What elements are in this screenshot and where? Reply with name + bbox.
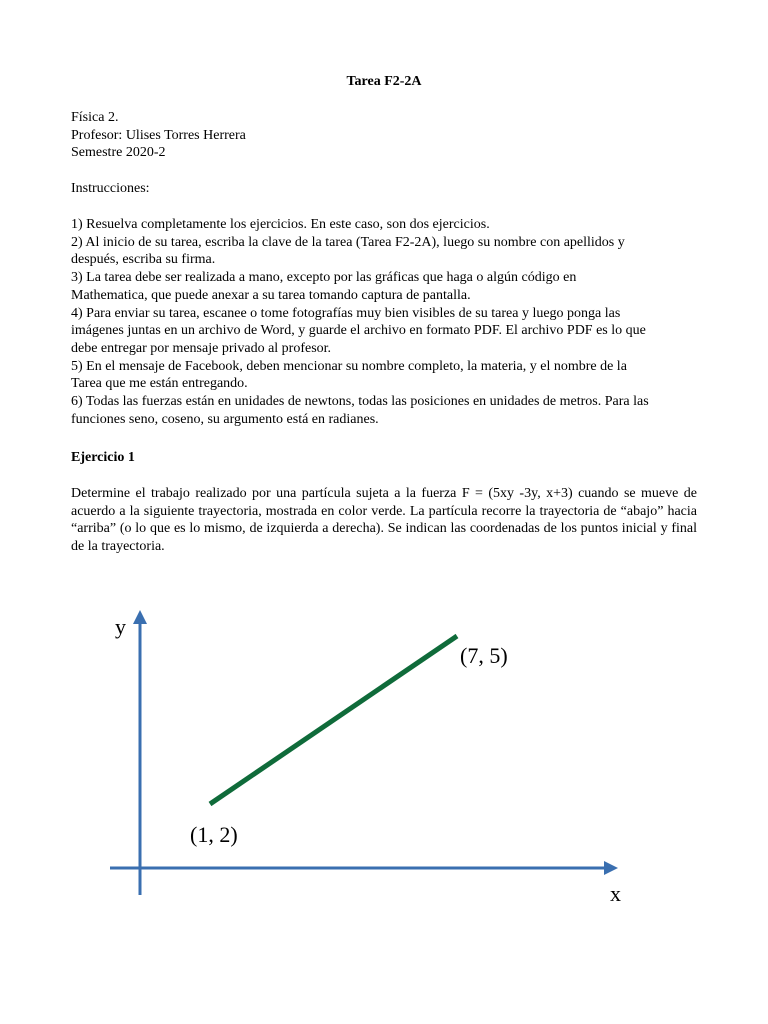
instruction-line: después, escriba su firma.: [71, 252, 216, 268]
instruction-line: 1) Resuelva completamente los ejercicios. En este caso, son dos ejercicios.: [71, 217, 490, 232]
semester: Semestre 2020-2: [71, 145, 166, 161]
green-trajectory: [210, 636, 457, 804]
instruction-line: 4) Para enviar su tarea, escanee o tome fotografías muy bien visibles de su tarea y luego ponga las: [71, 305, 621, 321]
instructions-heading: Instrucciones:: [71, 181, 150, 196]
x-axis-arrow-icon: [604, 861, 618, 875]
instruction-line: funciones seno, coseno, su argumento está en radianes.: [71, 411, 379, 427]
instruction-line: Mathematica, que puede anexar a su tarea tomando captura de pantalla.: [71, 287, 471, 303]
instruction-line: Tarea que me están entregando.: [71, 376, 248, 392]
end-point-label: (7, 5): [460, 643, 508, 668]
exercise-text: Determine el trabajo realizado por una partícula sujeta a la fuerza F = (5xy -3y, x+3) cuando se mueve de acuerdo a la siguiente trayectoria, mostrada en color verde. La partícula recorre la trayectoria de “abajo” hacia “arriba” (o lo que es lo mismo, de izquierda a derecha). Se indican las coordenadas de los puntos inicial y final de la trayectoria.: [71, 486, 697, 555]
instruction-line: 3) La tarea debe ser realizada a mano, excepto por las gráficas que haga o algún código en: [71, 270, 577, 286]
y-axis-arrow-icon: [133, 610, 147, 624]
document-title: Tarea F2-2A: [346, 74, 422, 89]
exercise-heading: Ejercicio 1: [71, 450, 135, 465]
instruction-line: 6) Todas las fuerzas están en unidades de newtons, todas las posiciones en unidades de metros. Para las: [71, 394, 649, 410]
instruction-line: 5) En el mensaje de Facebook, deben mencionar su nombre completo, la materia, y el nombre de la: [71, 358, 627, 374]
instruction-line: debe entregar por mensaje privado al profesor.: [71, 340, 332, 356]
start-point-label: (1, 2): [190, 822, 238, 847]
x-axis-label: x: [610, 881, 621, 906]
y-axis-label: y: [115, 614, 126, 639]
course-name: Física 2.: [71, 110, 119, 125]
instruction-line: imágenes juntas en un archivo de Word, y guarde el archivo en formato PDF. El archivo PDF es lo que: [71, 323, 646, 339]
professor-name: Profesor: Ulises Torres Herrera: [71, 127, 246, 143]
instruction-line: 2) Al inicio de su tarea, escriba la clave de la tarea (Tarea F2-2A), luego su nombre con apellidos y: [71, 234, 625, 250]
